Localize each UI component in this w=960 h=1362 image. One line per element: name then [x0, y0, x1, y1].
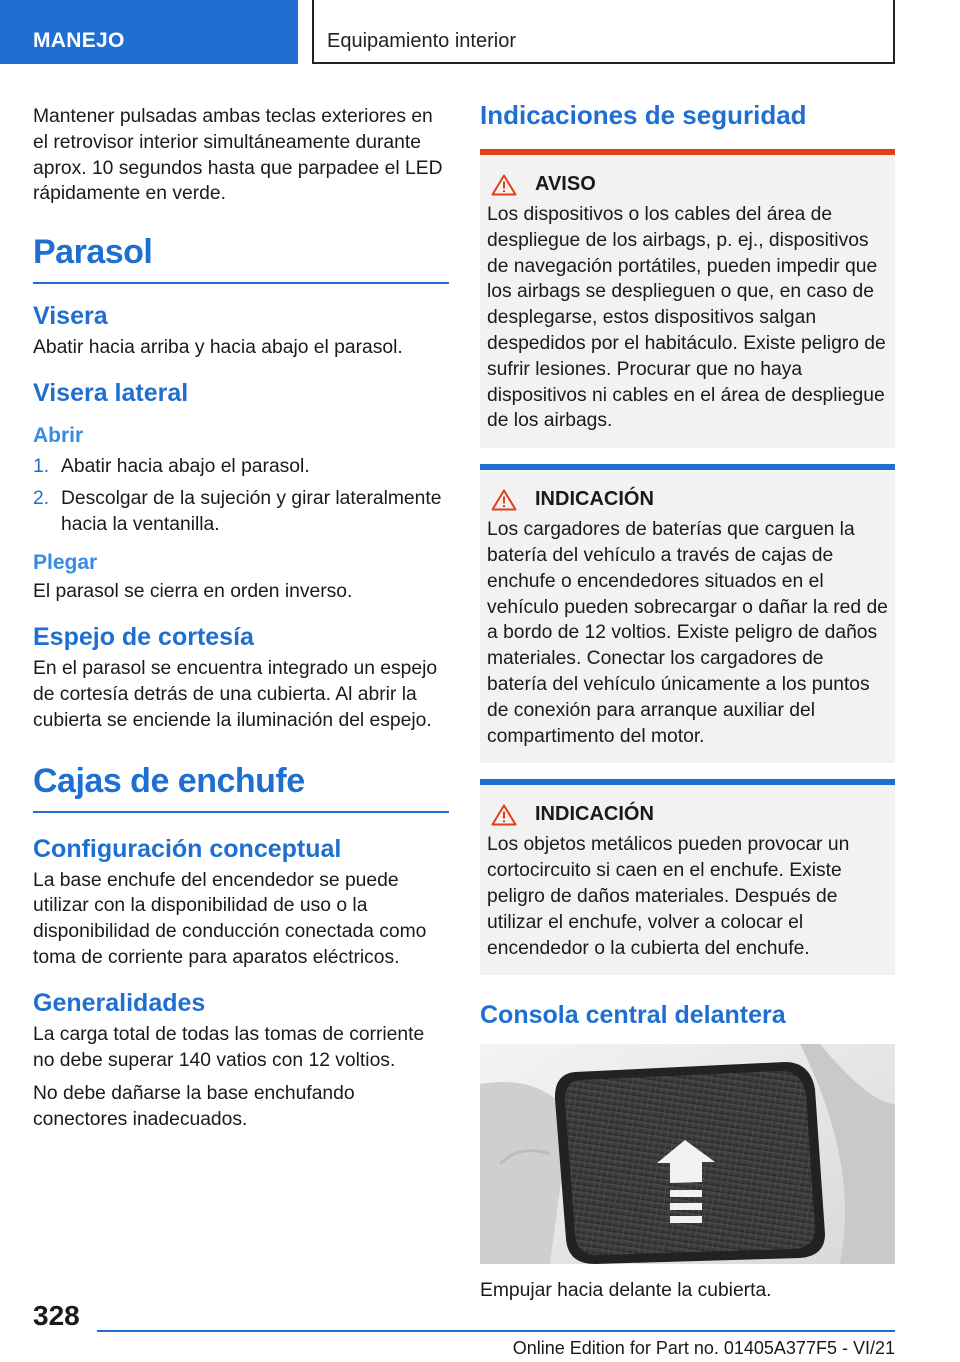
left-column [33, 100, 449, 1133]
notice-indicacion-1 [480, 464, 895, 763]
step-text: Abatir hacia abajo el parasol. [61, 455, 310, 477]
configuracion-text: La base enchufe del encendedor se puede utilizar con la disponibilidad de uso o la disponibilidad de conducción conectada como toma de corriente para aparatos eléctricos. [33, 869, 427, 968]
heading-visera-lateral: Visera lateral [33, 378, 189, 407]
abrir-steps [33, 454, 449, 537]
notice-header [491, 173, 888, 196]
notice-header [491, 488, 888, 511]
notice-title: INDICACIÓN [535, 803, 654, 826]
plegar-text: El parasol se cierra en orden inverso. [33, 581, 353, 603]
footer-divider [97, 1330, 895, 1332]
warning-triangle-icon [491, 174, 517, 196]
notice-indicacion-2 [480, 779, 895, 975]
section-label: MANEJO [33, 29, 125, 52]
heading-espejo: Espejo de cortesía [33, 623, 254, 652]
edition-text: Online Edition for Part no. 01405A377F5 - VI/21 [512, 1338, 895, 1358]
right-column [480, 100, 895, 1304]
page-number: 328 [33, 1300, 80, 1331]
heading-parasol: Parasol [33, 233, 449, 284]
console-illustration [480, 1044, 895, 1264]
console-photo [480, 1044, 895, 1264]
notice-title: AVISO [535, 173, 596, 195]
generalidades-text-2: No debe dañarse la base enchufando conectores inadecuados. [33, 1083, 355, 1131]
espejo-text: En el parasol se encuentra integrado un espejo de cortesía detrás de una cubierta. Al abrir la cubierta se enciende la iluminación del espejo. [33, 658, 438, 731]
list-item [33, 454, 449, 480]
heading-configuracion: Configuración conceptual [33, 834, 342, 863]
heading-plegar: Plegar [33, 551, 98, 575]
notice-title: INDICACIÓN [535, 488, 654, 511]
heading-generalidades: Generalidades [33, 988, 206, 1017]
heading-visera: Visera [33, 302, 108, 331]
notice-text: Los dispositivos o los cables del área de despliegue de los airbags, p. ej., dispositivos de navegación portátiles, pueden impedir que los airbags se desplieguen o que, en caso de desplegarse, estos dispositivos salgan despedidos por el habitáculo. Existe peligro de sufrir lesiones. Procurar que no haya dispositivos ni cables en el área de despliegue de los airbags. [487, 204, 886, 432]
heading-seguridad: Indicaciones de seguridad [480, 100, 807, 130]
warning-triangle-icon [491, 804, 517, 826]
notice-header [491, 803, 888, 826]
chapter-header [312, 0, 895, 64]
step-number: 1. [33, 455, 50, 477]
heading-abrir: Abrir [33, 423, 84, 447]
step-number: 2. [33, 487, 50, 509]
notice-text: Los objetos metálicos pueden provocar un cortocircuito si caen en el enchufe. Existe peligro de daños materiales. Después de utilizar el enchufe, volver a colocar el encendedor o la cubierta del enchufe. [487, 834, 850, 959]
generalidades-text-1: La carga total de todas las tomas de corriente no debe superar 140 vatios con 12 voltios. [33, 1023, 425, 1071]
list-item [33, 486, 449, 538]
chapter-title: Equipamiento interior [327, 30, 516, 52]
intro-paragraph: Mantener pulsadas ambas teclas exteriores en el retrovisor interior simultáneamente durante aprox. 10 segundos hasta que parpadee el LED rápidamente en verde. [33, 106, 443, 205]
warning-triangle-icon [491, 489, 517, 511]
notice-text: Los cargadores de baterías que carguen la batería del vehículo a través de cajas de enchufe o encendedores situados en el vehículo pueden sobrecargar o dañar la red de a bordo de 12 voltios. Existe peligro de daños materiales. Conectar los cargadores de batería del vehículo únicamente a los puntos de conexión para arranque auxiliar del compartimento del motor. [487, 519, 888, 747]
heading-consola: Consola central delantera [480, 1001, 786, 1030]
section-tab[interactable] [0, 0, 298, 64]
visera-text: Abatir hacia arriba y hacia abajo el parasol. [33, 337, 403, 359]
notice-aviso [480, 149, 895, 448]
step-text: Descolgar de la sujeción y girar lateralmente hacia la ventanilla. [61, 487, 442, 535]
photo-caption: Empujar hacia delante la cubierta. [480, 1280, 772, 1302]
heading-cajas: Cajas de enchufe [33, 762, 449, 813]
